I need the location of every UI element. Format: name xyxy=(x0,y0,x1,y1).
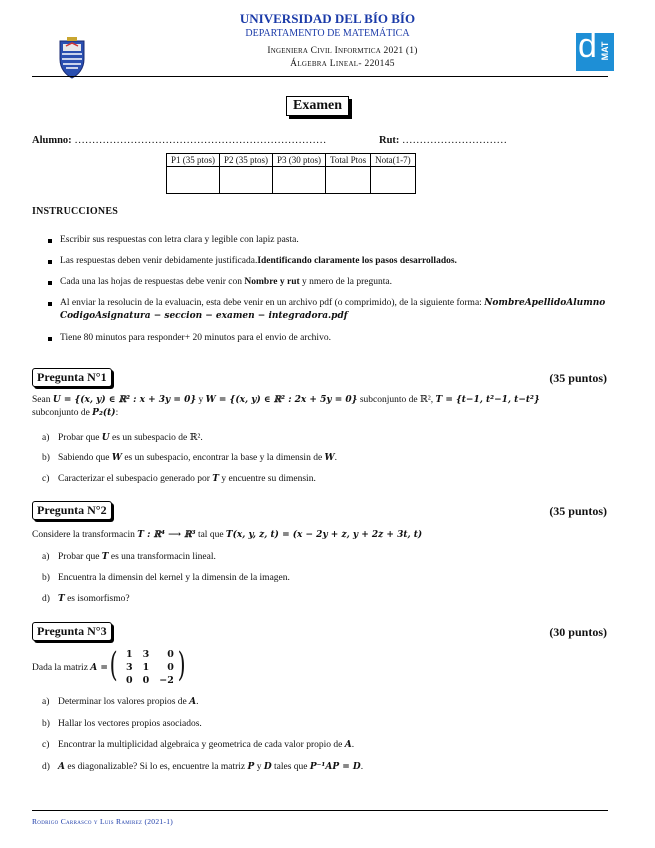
instruction-item: Tiene 80 minutos para responder+ 20 minutos para el envio de archivo. xyxy=(48,332,655,345)
matrix-cell: 3 xyxy=(142,649,150,660)
score-header-p3: P3 (30 ptos) xyxy=(273,154,326,167)
rut-label: Rut: xyxy=(379,135,400,146)
instruction-item: Cada una las hojas de respuestas debe venir con Nombre y rut y nmero de la pregunta. xyxy=(48,276,655,289)
exam-title: Examen xyxy=(286,96,349,116)
question-1-item-a: a) Probar que U es un subespacio de ℝ². xyxy=(42,433,203,443)
header-rule xyxy=(32,76,608,77)
matrix-cell: 1 xyxy=(142,662,150,673)
department-name: DEPARTAMENTO DE MATEMÁTICA xyxy=(245,28,410,39)
student-name-label: Alumno: xyxy=(32,135,72,146)
matrix-right-paren: ) xyxy=(177,645,186,685)
university-name: UNIVERSIDAD DEL BÍO BÍO xyxy=(239,11,416,26)
student-name-dots: ……………………………………………………………… xyxy=(74,135,327,146)
score-cell-grade xyxy=(371,167,416,194)
question-1-item-c: c) Caracterizar el subespacio generado por T y encuentre su dimensin. xyxy=(42,474,316,484)
question-1-item-b: b) Sabiendo que W es un subespacio, encontrar la base y la dimensin de W. xyxy=(42,453,338,463)
instruction-item: Escribir sus respuestas con letra clara y legible con lapiz pasta. xyxy=(48,234,655,247)
matrix-cell: 1 xyxy=(126,649,133,660)
course-name: Ingeniera Civil Informtica 2021 (1) xyxy=(267,46,418,56)
score-header-p1: P1 (35 ptos) xyxy=(167,154,220,167)
instructions-title: INSTRUCCIONES xyxy=(32,206,118,217)
question-3-points: (30 puntos) xyxy=(549,625,607,639)
footer-rule xyxy=(32,810,608,811)
matrix-a xyxy=(109,645,186,687)
matrix-cell: 0 xyxy=(167,649,174,660)
matrix-left-paren: ( xyxy=(109,645,118,685)
question-3-item-c: c) Encontrar la multiplicidad algebraica y geometrica de cada valor propio de A. xyxy=(42,740,355,750)
instruction-item: Al enviar la resolucin de la evaluacin, esta debe venir en un archivo pdf (o comprimido), de la siguiente forma: NombreApellidoAlumno CodigoAsignatura − seccion − examen − integradora.pdf xyxy=(48,297,655,323)
question-1-intro: Sean U = {(x, y) ∈ ℝ² : x + 3y = 0} y W = {(x, y) ∈ ℝ² : 2x + 5y = 0} subconjunto de ℝ², T = {t−1, t²−1, t−t²} subconjunto de P₂(t): xyxy=(32,395,540,419)
question-2-item-b: b) Encuentra la dimensin del kernel y la dimensin de la imagen. xyxy=(42,573,290,583)
student-line xyxy=(32,135,326,146)
matrix-cell: −2 xyxy=(159,675,174,686)
matrix-cell: 3 xyxy=(126,662,133,673)
score-cell-p1 xyxy=(167,167,220,194)
footer-authors: Rodrigo Carrasco y Luis Ramirez (2021-1) xyxy=(32,817,174,826)
question-2-points: (35 puntos) xyxy=(549,504,607,518)
question-2-item-a: a) Probar que T es una transformacin lineal. xyxy=(42,552,216,562)
rut-dots: ………………………… xyxy=(402,135,508,146)
question-2-title: Pregunta N°2 xyxy=(32,501,112,520)
score-header-p2: P2 (35 ptos) xyxy=(220,154,273,167)
question-3-item-b: b) Hallar los vectores propios asociados. xyxy=(42,719,202,729)
score-cell-p3 xyxy=(273,167,326,194)
instructions-list xyxy=(48,234,655,353)
question-2-intro: Considere la transformacin T : ℝ⁴ ⟶ ℝ³ tal que T(x, y, z, t) = (x − 2y + z, y + 2z + 3t, t) xyxy=(32,530,423,540)
instruction-item: Las respuestas deben venir debidamente justificada.Identificando claramente los pasos desarrollados. xyxy=(48,255,655,268)
score-table xyxy=(166,153,416,194)
course-code: Álgebra Lineal- 220145 xyxy=(290,59,395,69)
question-1-points: (35 puntos) xyxy=(549,371,607,385)
score-cell-total xyxy=(326,167,371,194)
question-3-title: Pregunta N°3 xyxy=(32,622,112,641)
matrix-cell: 0 xyxy=(167,662,174,673)
matrix-cell: 0 xyxy=(126,675,133,686)
dmat-logo-mat: MAT xyxy=(600,41,610,61)
score-header-grade: Nota(1-7) xyxy=(371,154,416,167)
question-3-intro: Dada la matriz A = xyxy=(32,663,108,673)
university-crest-logo xyxy=(57,37,87,79)
rut-line xyxy=(379,135,507,146)
question-1-title: Pregunta N°1 xyxy=(32,368,112,387)
question-3-item-d: d) A es diagonalizable? Si lo es, encuentre la matriz P y D tales que P⁻¹AP = D. xyxy=(42,762,364,772)
score-header-total: Total Ptos xyxy=(326,154,371,167)
score-cell-p2 xyxy=(220,167,273,194)
matrix-cell: 0 xyxy=(142,675,150,686)
dmat-logo-d: d xyxy=(578,27,597,65)
question-3-item-a: a) Determinar los valores propios de A. xyxy=(42,697,199,707)
question-2-item-d: d) T es isomorfismo? xyxy=(42,594,130,604)
